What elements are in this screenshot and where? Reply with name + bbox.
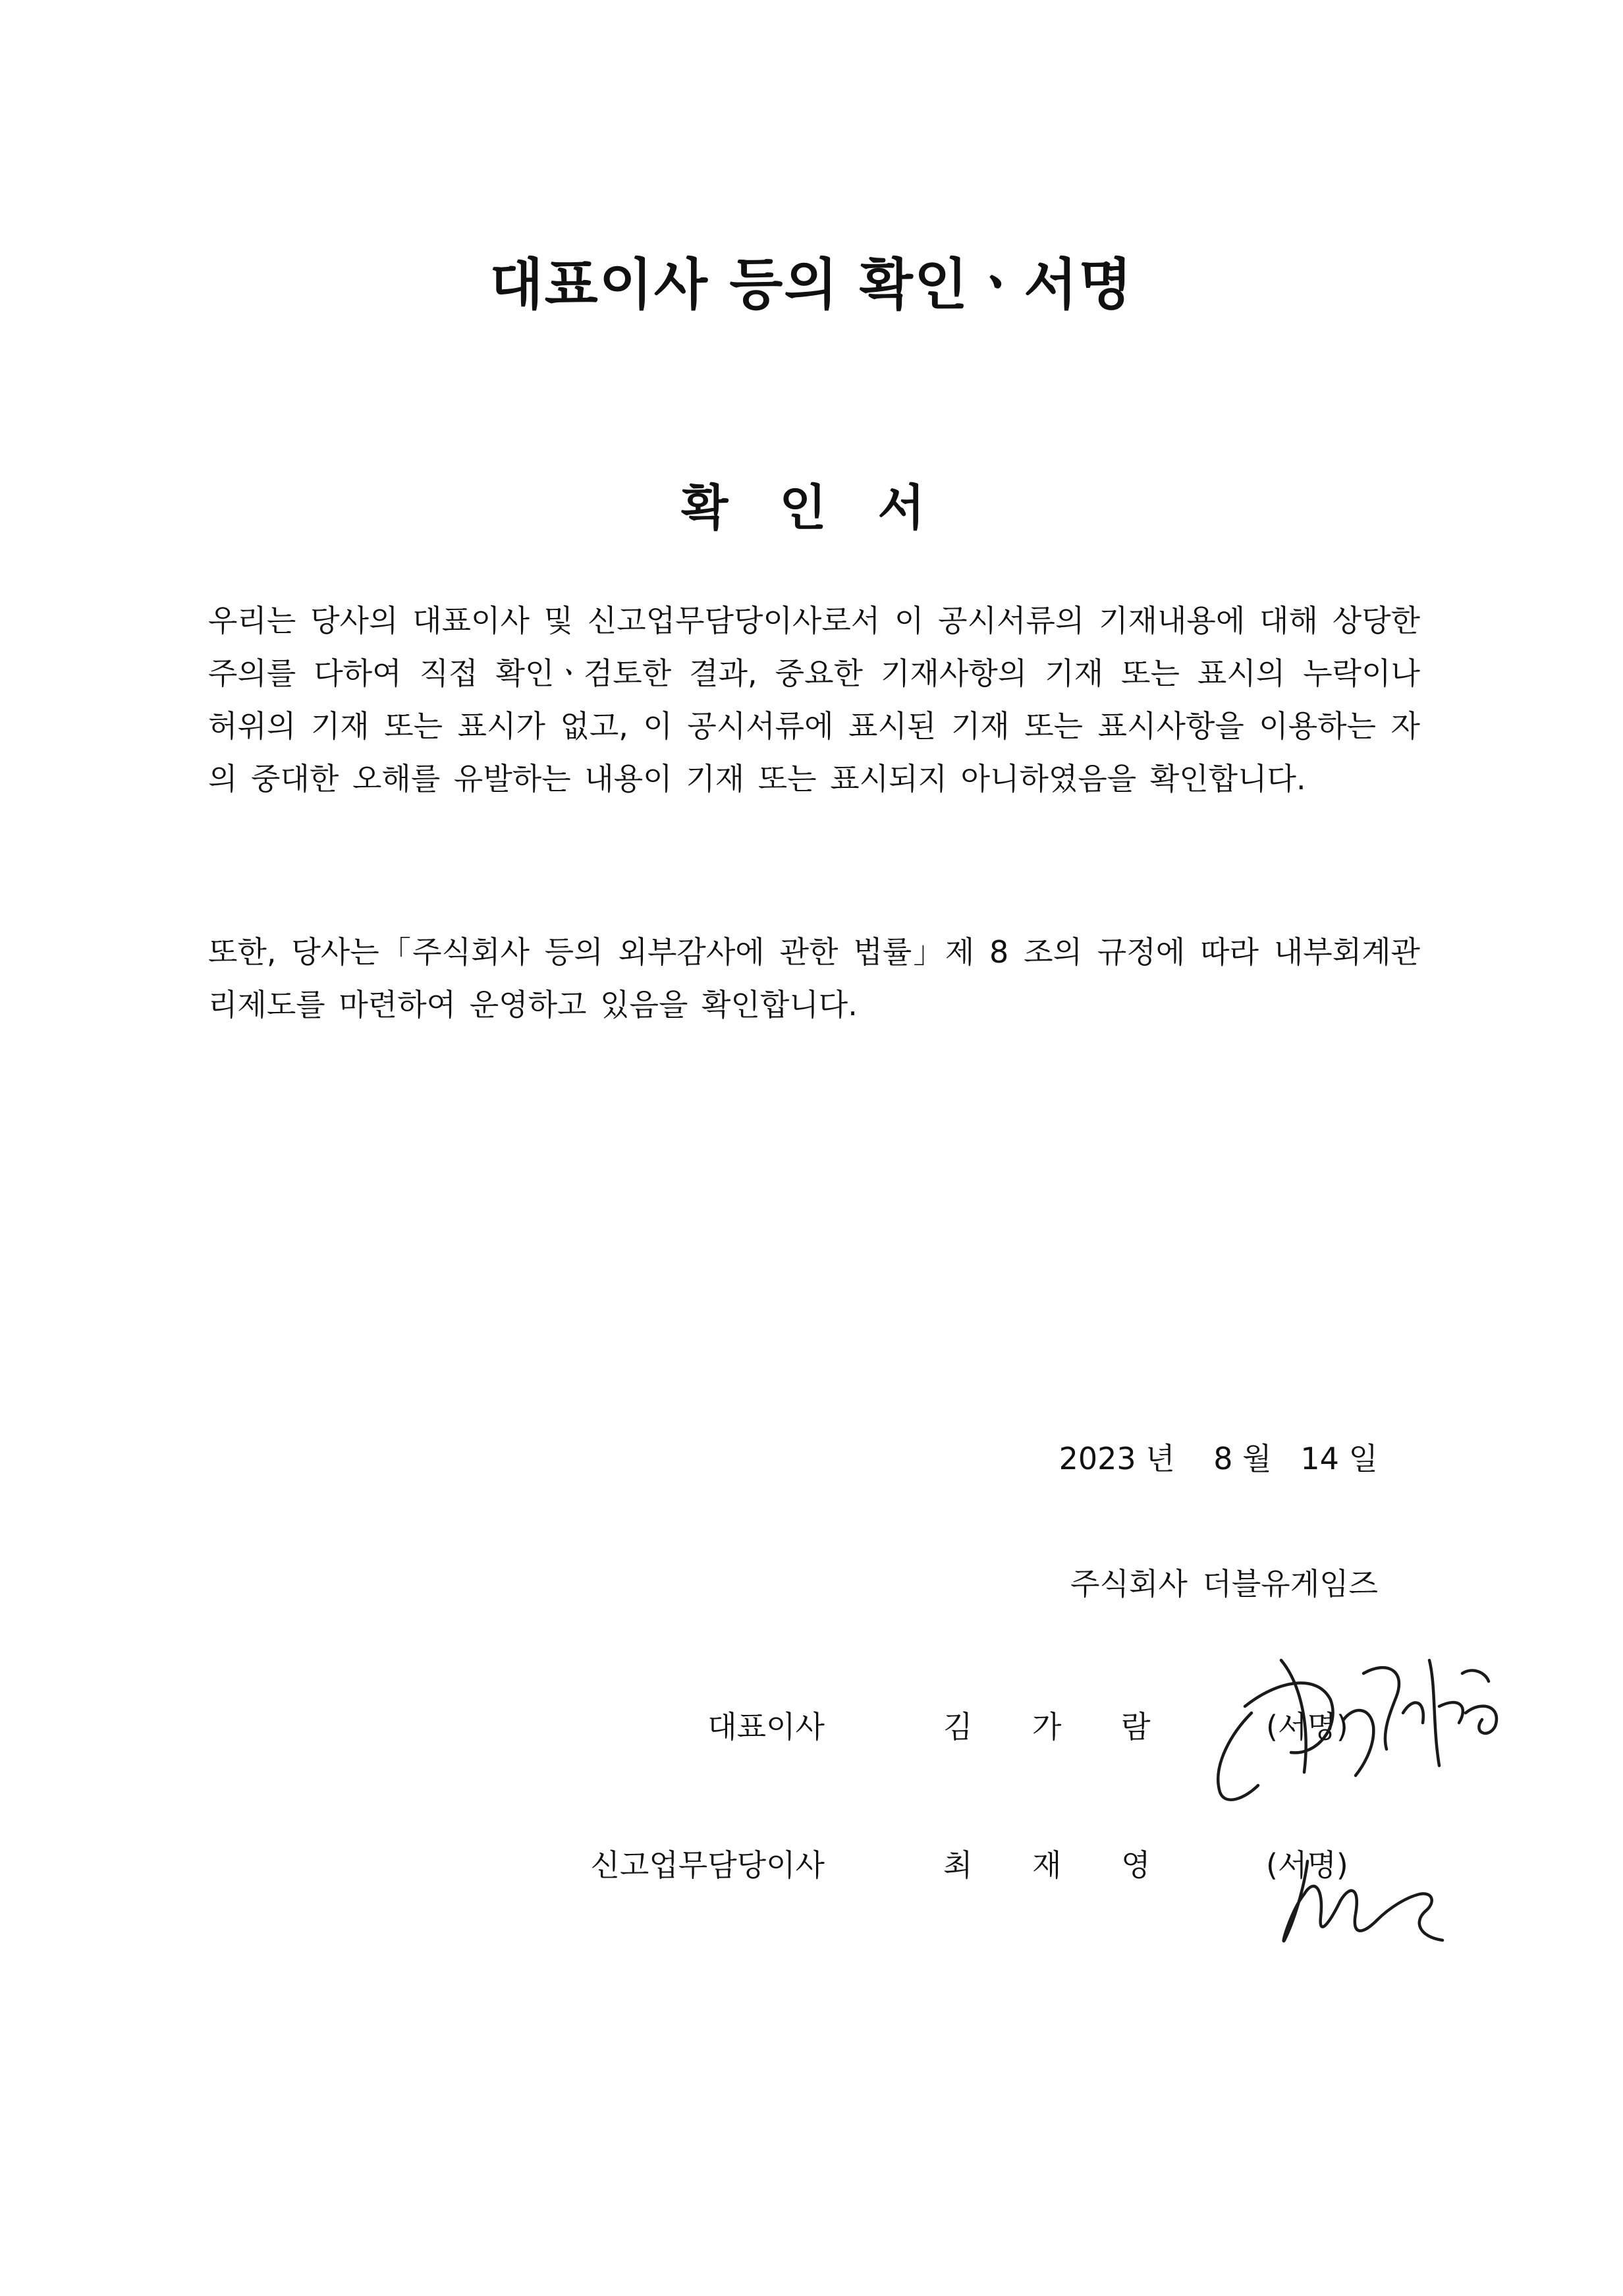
confirmation-paragraph: 우리는 당사의 대표이사 및 신고업무담당이사로서 이 공시서류의 기재내용에 대해 상당한 주의를 다하여 직접 확인ㆍ검토한 결과, 중요한 기재사항의 기재 또는 표시의 누락이나 허위의 기재 또는 표시가 없고, 이 공시서류에 표시된 기재 또는 표시사항을 이용하는 자의 중대한 오해를 유발하는 내용이 기재 또는 표시되지 아니하였음을 확인합니다. xyxy=(208,603,1420,797)
document-title: 대표이사 등의 확인ㆍ서명 xyxy=(489,252,1134,317)
internal-control-paragraph: 또한, 당사는「주식회사 등의 외부감사에 관한 법률」제 8 조의 규정에 따라 내부회계관리제도를 마련하여 운영하고 있음을 확인합니다. xyxy=(208,934,1420,1022)
signatory-name: 김 가 람 xyxy=(943,1709,1176,1745)
signature-label: (서명) xyxy=(1266,1847,1348,1883)
signatory-row-disclosure-director xyxy=(0,1841,1623,1894)
signatory-role: 신고업무담당이사 xyxy=(590,1847,825,1883)
signature-label: (서명) xyxy=(1266,1709,1348,1745)
company-name: 주식회사 더블유게임즈 xyxy=(1070,1566,1378,1602)
document-date: 2023 년 8 월 14 일 xyxy=(1059,1441,1378,1476)
document-subtitle: 확 인 서 xyxy=(681,480,942,536)
signatory-row-ceo xyxy=(0,1703,1623,1756)
signatory-role: 대표이사 xyxy=(707,1709,825,1745)
signatory-name: 최 재 영 xyxy=(943,1847,1176,1883)
